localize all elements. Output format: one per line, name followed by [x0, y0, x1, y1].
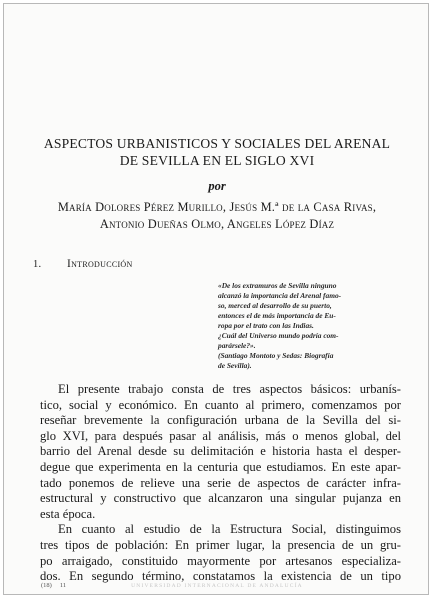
section-title: Introducción — [66, 258, 133, 270]
body-line: esta época. — [40, 506, 96, 521]
body-line: glo XVI, para después pasar al análisis, más o menos global, del — [40, 428, 401, 443]
authors-line-1: María Dolores Pérez Murillo, Jesús M.ª de la Casa Rivas, — [57, 200, 377, 214]
epigraph-line: so, merced al desarrollo de su puerto, — [218, 301, 332, 310]
section-number: 1. — [33, 259, 42, 270]
authors-line-2: Antonio Dueñas Olmo, Angeles López Díaz — [99, 217, 335, 231]
body-line: degue que experimenta en la centuria que estudiamos. En este apar- — [40, 459, 401, 474]
body-line: tres tipos de población: En primer lugar, la presencia de un gru- — [40, 537, 401, 552]
body-paragraphs — [40, 382, 401, 585]
body-line: estructural y constructivo que alcanzaron una singular pujanza en — [40, 491, 401, 506]
section-heading — [33, 258, 133, 270]
body-line: tico, social y económico. En cuanto al primero, comenzamos por — [40, 397, 401, 412]
body-line: barrio del Arenal desde su delimitación e historia hasta el desper- — [40, 444, 401, 459]
body-line: El presente trabajo consta de tres aspectos básicos: urbanís- — [58, 382, 401, 396]
body-line: po arraigado, constituido mayormente por artesanos especializa- — [40, 553, 401, 568]
body-line: dos. En segundo término, constatamos la existencia de un tipo — [40, 569, 401, 584]
title-line-2: DE SEVILLA EN EL SIGLO XVI — [119, 153, 315, 168]
body-line: En cuanto al estudio de la Estructura Social, distinguimos — [58, 522, 401, 537]
watermark: UNIVERSIDAD INTERNACIONAL DE ANDALUCÍA — [131, 583, 303, 589]
article-title — [4, 135, 429, 169]
epigraph-citation: (Santiago Montoto y Sedas: Biografía — [218, 351, 334, 360]
body-line: tado ponemos de relieve una serie de aspectos de carácter infra- — [40, 475, 401, 490]
epigraph-line: alcanzó la importancia del Arenal famo- — [218, 291, 342, 300]
epigraph-line: entonces el de más importancia de Eu- — [218, 311, 336, 320]
title-line-1: ASPECTOS URBANISTICOS Y SOCIALES DEL ARENAL — [43, 136, 391, 151]
page-number: 11 — [59, 582, 67, 589]
body-line: reseñar brevemente la configuración urbana de la Sevilla del si- — [40, 413, 401, 428]
epigraph-citation: de Sevilla). — [218, 361, 252, 370]
epigraph-line: «De los extramuros de Sevilla ninguno — [218, 281, 337, 290]
epigraph-quote — [218, 281, 418, 371]
epigraph-line: ropa por el trato con las Indias. — [218, 321, 314, 330]
epigraph-line: ¿Cuál del Universo mundo podría com- — [218, 331, 339, 340]
footer-ref: (18) — [41, 582, 52, 589]
epigraph-line: parársele?». — [218, 341, 256, 350]
author-list — [4, 199, 429, 233]
document-page — [3, 3, 429, 595]
byline-por: por — [208, 179, 226, 193]
